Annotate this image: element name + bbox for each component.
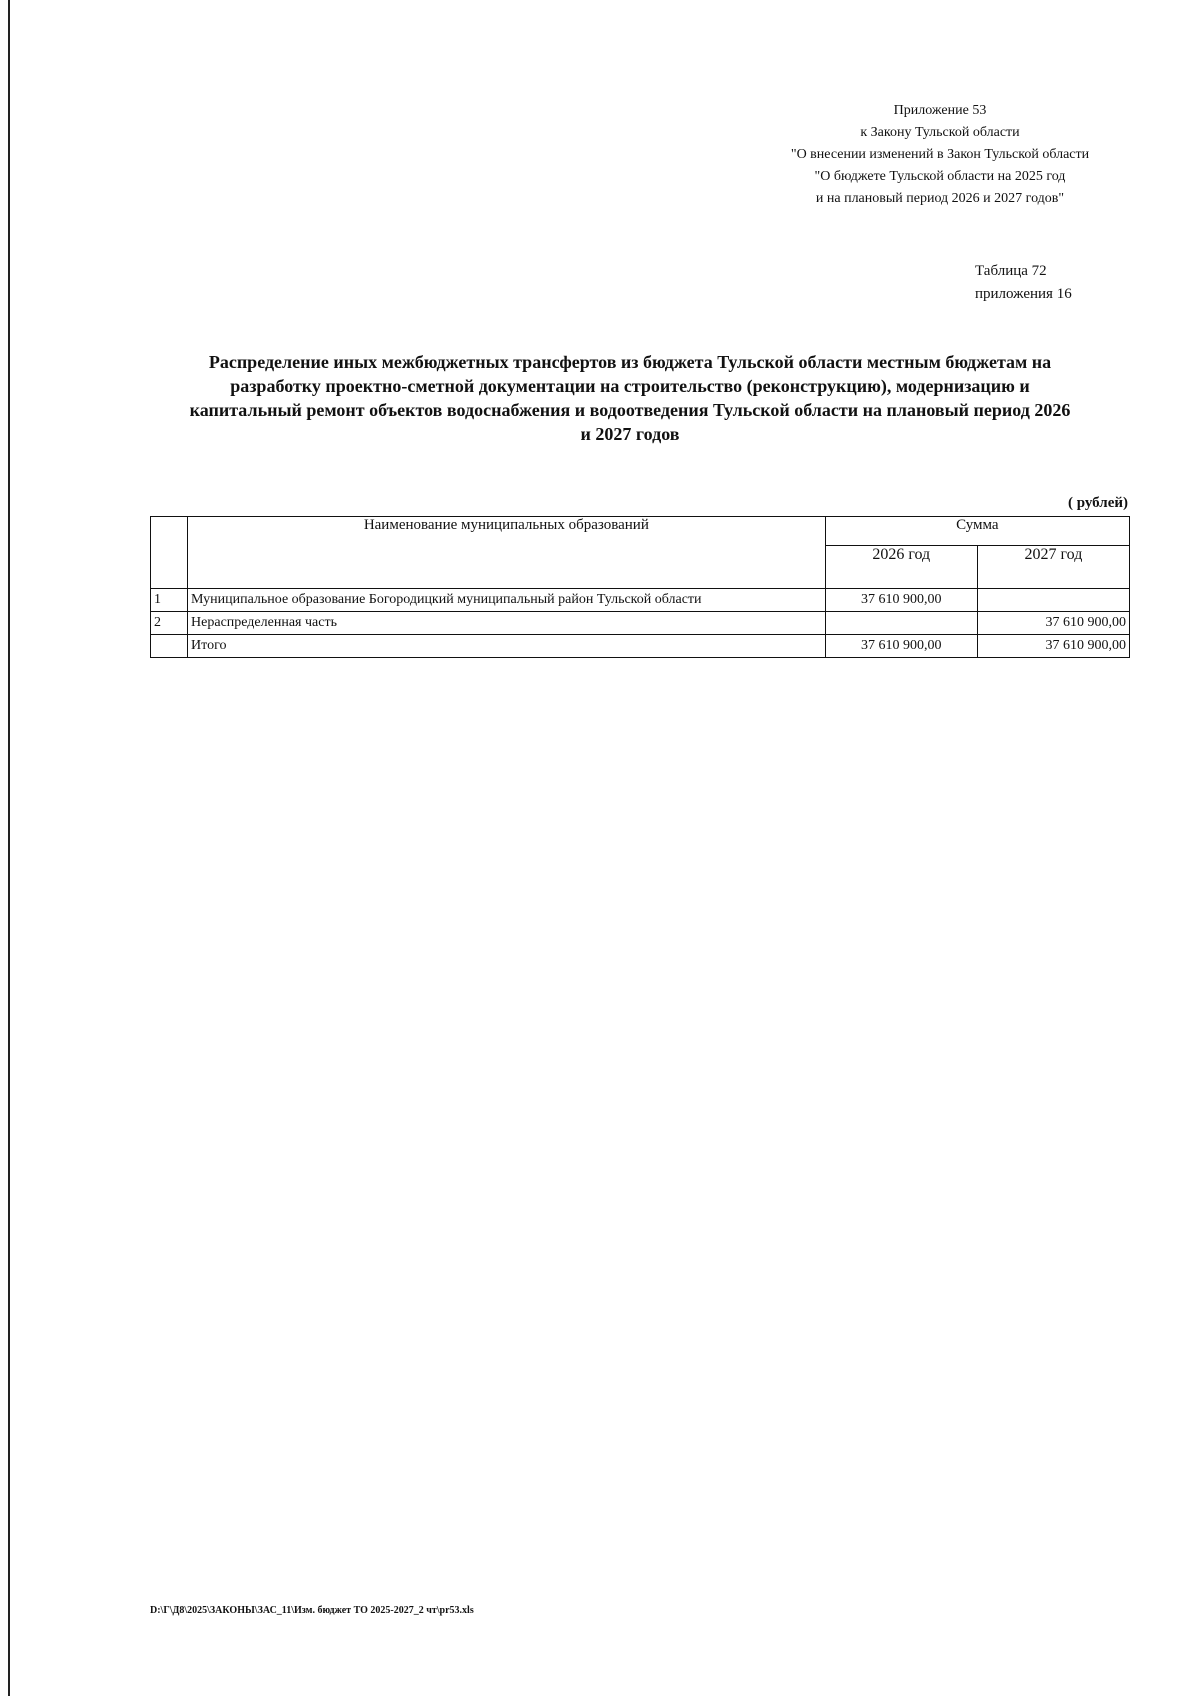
table-appendix: приложения 16 [975,286,1072,302]
title-line-4: и 2027 годов [580,424,680,444]
appendix-law: к Закону Тульской области [860,125,1020,140]
appendix-budget: "О бюджете Тульской области на 2025 год [814,169,1066,184]
file-path-footer: D:\Г\Д8\2025\ЗАКОНЫ\ЗАС_11\Изм. бюджет ТО 2025-2027_2 чт\pr53.xls [150,1605,474,1616]
row-value-2026: 37 610 900,00 [825,589,977,612]
row-value-2027: 37 610 900,00 [977,612,1129,635]
row-value-2026 [825,612,977,635]
table-row [151,612,1130,635]
row-number: 2 [151,612,188,635]
row-value-2027 [977,589,1129,612]
table-header-row [151,517,1130,546]
page-left-border [8,0,10,1696]
transfers-table [150,516,1130,658]
appendix-amendment: "О внесении изменений в Закон Тульской области [790,147,1090,162]
header-number-cell [151,517,188,589]
row-name: Итого [188,635,826,658]
total-value-2026: 37 610 900,00 [825,635,977,658]
header-year-2027: 2027 год [977,546,1129,589]
total-value-2027: 37 610 900,00 [977,635,1129,658]
appendix-number: Приложение 53 [893,103,987,118]
table-total-row [151,635,1130,658]
table-number: Таблица 72 [975,263,1047,279]
title-line-3: капитальный ремонт объектов водоснабжения и водоотведения Тульской области на плановый период 2026 [189,400,1071,420]
appendix-period: и на плановый период 2026 и 2027 годов" [815,191,1065,206]
row-number [151,635,188,658]
table-row [151,589,1130,612]
units-label: ( рублей) [1067,495,1128,511]
title-line-2: разработку проектно-сметной документации на строительство (реконструкцию), модернизацию и [230,376,1030,396]
row-name: Нераспределенная часть [188,612,826,635]
header-year-2026: 2026 год [825,546,977,589]
row-name: Муниципальное образование Богородицкий муниципальный район Тульской области [188,589,826,612]
table-reference [975,260,1072,306]
row-number: 1 [151,589,188,612]
document-title [150,350,1110,446]
header-sum-cell: Сумма [825,517,1129,546]
appendix-header [720,100,1120,210]
title-line-1: Распределение иных межбюджетных трансфертов из бюджета Тульской области местным бюджетам на [208,352,1052,372]
header-name-cell: Наименование муниципальных образований [188,517,826,589]
